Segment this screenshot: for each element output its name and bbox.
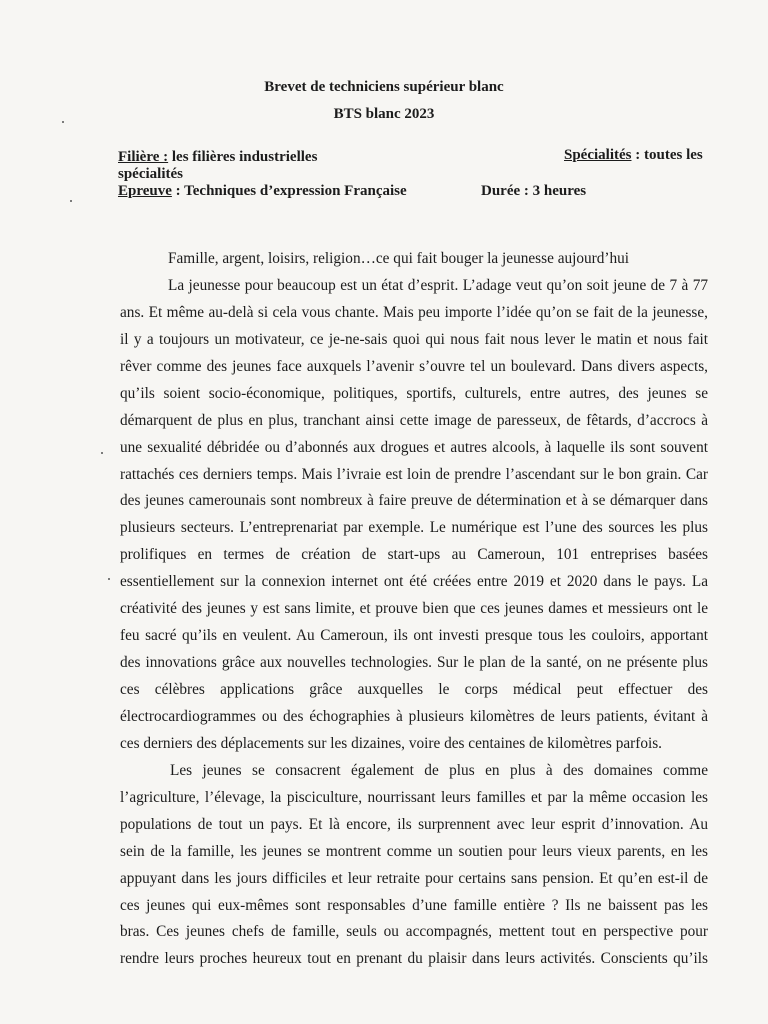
text-line: appuyant dans les jours difficiles et leur retraite pour certains sans pension. Et qu’en est-il de: [120, 869, 708, 887]
scan-speck: [70, 200, 72, 202]
text-line: rêver comme des jeunes face auxquels l’avenir s’ouvre tel un boulevard. Dans divers aspects,: [120, 357, 708, 375]
text-line: plusieurs secteurs. L’entreprenariat par exemple. Le numérique est l’une des sources les plus: [120, 519, 708, 537]
text-line: La jeunesse pour beaucoup est un état d’esprit. L’adage veut qu’on soit jeune de 7 à 77: [168, 276, 708, 294]
text-line: créativité des jeunes y est sans limite, et prouve bien que ces jeunes dames et messieurs ont le: [120, 600, 708, 618]
epreuve-value: : Techniques d’expression Française: [171, 183, 407, 199]
document-subtitle: BTS blanc 2023: [333, 106, 435, 122]
text-line: démarquent de plus en plus, tranchant ainsi cette image de paresseux, de fêtards, d’accrocs à: [120, 411, 708, 429]
specialites-label: Spécialités: [564, 147, 632, 163]
text-body: [120, 246, 708, 973]
text-line: essentiellement sur la connexion internet ont été créées entre 2019 et 2020 dans le pays. La: [120, 573, 708, 591]
specialites-row: [564, 147, 703, 164]
text-line: Les jeunes se consacrent également de plus en plus à des domaines comme: [170, 761, 708, 779]
epreuve-label: Epreuve: [118, 183, 172, 199]
document-title: Brevet de techniciens supérieur blanc: [264, 79, 504, 95]
text-line: ces célèbres applications grâce auxquelles le corps médical peut effectuer des: [120, 681, 708, 698]
specialites-continuation: spécialités: [118, 166, 183, 182]
text-line: il y a toujours un motivateur, ce je-ne-sais quoi qui nous fait nous lever le matin et nous fait: [120, 330, 708, 348]
scan-speck: [101, 452, 103, 454]
text-line: rattachés ces derniers temps. Mais l’ivraie est loin de prendre l’ascendant sur le bon grain. Car: [120, 465, 708, 483]
text-line: électrocardiogrammes ou des échographies à plusieurs kilomètres de leurs patients, évitant à: [120, 707, 708, 725]
filiere-row: [118, 149, 317, 166]
filiere-value: les filières industrielles: [168, 149, 318, 165]
text-line: sein de la famille, les jeunes se montrent comme un soutien pour leurs vieux parents, en les: [120, 842, 708, 860]
text-line: feu sacré qu’ils en veulent. Au Cameroun, ils ont investi presque tous les couloirs, apportant: [120, 627, 708, 645]
filiere-label: Filière :: [118, 149, 169, 165]
text-line: populations de tout un pays. Et là encore, ils surprennent avec leur esprit d’innovation. Au: [120, 815, 708, 833]
text-line: des jeunes camerounais sont nombreux à faire preuve de détermination et à se démarquer dans: [120, 492, 708, 510]
scan-speck: [108, 578, 110, 580]
text-line: ces derniers des déplacements sur les dizaines, voire des centaines de kilomètres parfois.: [120, 734, 662, 752]
text-line: ces jeunes qui eux-mêmes sont responsables d’une famille entière ? Ils ne baissent pas les: [120, 896, 708, 914]
text-line: qu’ils soient socio-économique, politiques, sportifs, culturels, entre autres, des jeunes se: [120, 384, 708, 402]
scan-speck: [62, 121, 64, 123]
text-heading: Famille, argent, loisirs, religion…ce qui fait bouger la jeunesse aujourd’hui: [168, 250, 630, 267]
text-line: prolifiques en termes de création de start-ups au Cameroun, 101 entreprises basées: [120, 546, 708, 564]
text-line: ans. Et même au-delà si cela vous chante. Mais peu importe l’idée qu’on se fait de la jeunesse,: [120, 303, 708, 321]
text-line: l’agriculture, l’élevage, la pisciculture, nourrissant leurs familles et par la même occasion les: [120, 788, 708, 806]
text-line: des innovations grâce aux nouvelles technologies. Sur le plan de la santé, on ne présente plus: [120, 654, 708, 672]
specialites-value: : toutes les: [631, 147, 703, 163]
duree: Durée : 3 heures: [481, 183, 587, 199]
epreuve-row: [118, 183, 407, 200]
text-line: rendre leurs proches heureux tout en prenant du plaisir dans leurs activités. Conscients qu’ils: [120, 950, 708, 968]
text-line: bras. Ces jeunes chefs de famille, seuls ou accompagnés, mettent tout en perspective pour: [120, 923, 708, 941]
text-line: une sexualité débridée ou d’abonnés aux drogues et autres alcools, à laquelle ils sont souvent: [120, 438, 708, 456]
